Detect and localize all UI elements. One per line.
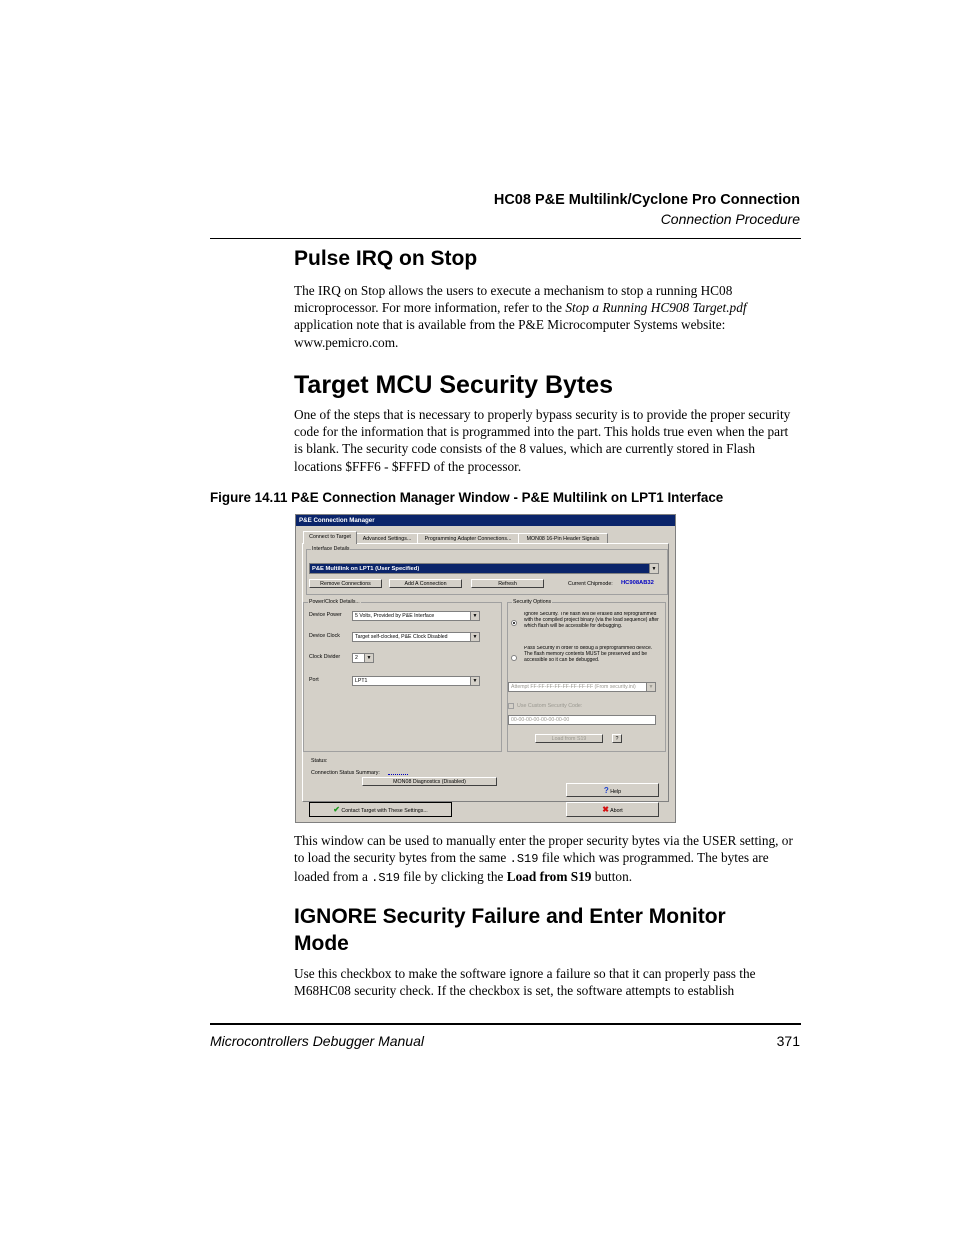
connection-status-label: Connection Status Summary: [311,770,380,776]
help-button-label: Help [610,789,622,795]
current-chipmode-value: HC908AB32 [621,580,654,586]
interface-select-value: P&E Multilink on LPT1 (User Specified) [312,566,420,572]
chevron-down-icon[interactable]: ▼ [470,612,479,620]
heading-pulse-irq: Pulse IRQ on Stop [294,247,478,270]
footer-manual-title: Microcontrollers Debugger Manual [210,1033,424,1049]
chevron-down-icon[interactable]: ▼ [470,677,479,685]
mon08-diagnostics-button[interactable]: MON08 Diagnostics (Disabled) [362,777,497,786]
chevron-down-icon[interactable]: ▼ [470,633,479,641]
clock-divider-label: Clock Divider [309,654,341,660]
paragraph-text: The IRQ on Stop allows the users to execute a mechanism to stop a running HC08 microprocessor. For more information, refer to the [294,283,733,316]
device-clock-value: Target self-clocked, P&E Clock Disabled [355,634,448,640]
device-power-select[interactable] [352,611,480,621]
window-title-bar: P&E Connection Manager [296,515,675,526]
paragraph-text: file by clicking the [399,869,507,885]
paragraph-text: This window can be used to manually enter the proper security bytes via the USER setting, or to load the security bytes from the same [294,833,793,866]
clock-divider-value: 2 [355,655,358,661]
connection-status-link[interactable] [388,774,408,775]
paragraph-security-window [294,832,800,888]
paragraph-text: file which was programmed. The bytes are loaded from a [294,850,769,885]
tab-mon08-header-signals[interactable]: MON08 16-Pin Header Signals [518,533,608,544]
paragraph-text: button. [591,869,633,885]
button-name-reference: Load from S19 [506,869,592,885]
ignore-security-description: Ignore Security. The flash will be erased and reprogrammed with the compiled project binary (via the load sequence) after which flash will be accessible for debugging. [524,612,659,629]
status-label: Status: [311,758,328,764]
refresh-button[interactable]: Refresh [471,579,544,588]
device-clock-select[interactable] [352,632,480,642]
document-reference: Stop a Running HC908 Target.pdf [565,300,747,316]
security-code-value: Attempt FF-FF-FF-FF-FF-FF-FF-FF (From security.ini) [511,684,636,690]
ignore-security-radio[interactable] [511,620,517,626]
paragraph-pulse-irq [294,282,800,351]
tab-programming-adapter[interactable]: Programming Adapter Connections... [417,533,519,544]
pass-security-radio[interactable] [511,655,517,661]
clock-divider-select[interactable] [352,653,374,663]
paragraph-security-bytes: One of the steps that is necessary to properly bypass security is to provide the proper security code for the information that is programmed into the part. This holds true even when the part is blank. The security code consists of the 8 values, which are currently stored in Flash locations $FFF6 - $FFFD of the processor. [294,407,791,474]
heading-line: IGNORE Security Failure and Enter Monitor [294,905,726,928]
footer-rule [210,1023,801,1025]
port-label: Port [309,677,319,683]
figure-caption: Figure 14.11 P&E Connection Manager Window - P&E Multilink on LPT1 Interface [210,490,724,505]
help-icon: ? [603,786,609,795]
security-code-select[interactable] [508,682,656,692]
heading-line: Mode [294,932,349,955]
paragraph-text: application note that is available from the P&E Microcomputer Systems website: www.pemicro.com. [294,317,726,350]
port-select[interactable] [352,676,480,686]
group-label: Power/Clock Details... [309,599,360,605]
chevron-down-icon[interactable]: ▼ [364,654,373,662]
paragraph-ignore-security: Use this checkbox to make the software ignore a failure so that it can properly pass the M68HC08 security check. If the checkbox is set, the software attempts to establish [294,966,756,999]
current-chipmode-label: Current Chipmode: [568,581,613,587]
device-clock-label: Device Clock [309,633,340,639]
chevron-down-icon[interactable]: ▼ [646,683,655,691]
tab-connect-to-target[interactable]: Connect to Target [303,531,357,544]
header-rule [210,238,801,239]
remove-connections-button[interactable]: Remove Connections [309,579,382,588]
pass-security-description: Pass Security in order to debug a preprogrammed device. The flash memory contents MUST be preserved and be accessible so it can be debugged. [524,646,653,663]
contact-target-label: Contact Target with These Settings... [341,808,428,814]
custom-security-checkbox[interactable] [508,703,514,709]
code-file-extension: .S19 [509,852,539,867]
interface-select[interactable] [309,563,659,574]
custom-security-label: Use Custom Security Code: [517,703,583,709]
add-connection-button[interactable]: Add A Connection [389,579,462,588]
device-power-label: Device Power [309,612,342,618]
security-help-button[interactable]: ? [612,734,622,743]
running-header-subtitle: Connection Procedure [660,211,800,227]
abort-button-label: Abort [610,808,623,814]
heading-security-bytes: Target MCU Security Bytes [294,371,614,399]
load-from-s19-button[interactable]: Load from S19 [535,734,603,743]
code-file-extension: .S19 [371,871,400,886]
close-icon: ✖ [602,805,609,814]
port-value: LPT1 [355,678,368,684]
device-power-value: 5 Volts, Provided by P&E Interface [355,613,435,619]
running-header-title: HC08 P&E Multilink/Cyclone Pro Connection [493,192,800,208]
tab-advanced-settings[interactable]: Advanced Settings... [356,533,418,544]
help-button[interactable] [566,783,659,797]
group-label: Security Options [513,599,552,605]
contact-target-button[interactable] [309,802,452,817]
abort-button[interactable] [566,802,659,817]
checkmark-icon: ✔ [333,805,340,814]
chevron-down-icon[interactable]: ▼ [649,564,658,573]
heading-ignore-security [294,903,726,957]
connection-manager-window [295,514,676,823]
page-number: 371 [776,1033,800,1049]
group-label: Interface Details [312,546,350,552]
custom-security-input[interactable]: 00-00-00-00-00-00-00-00 [508,715,656,725]
